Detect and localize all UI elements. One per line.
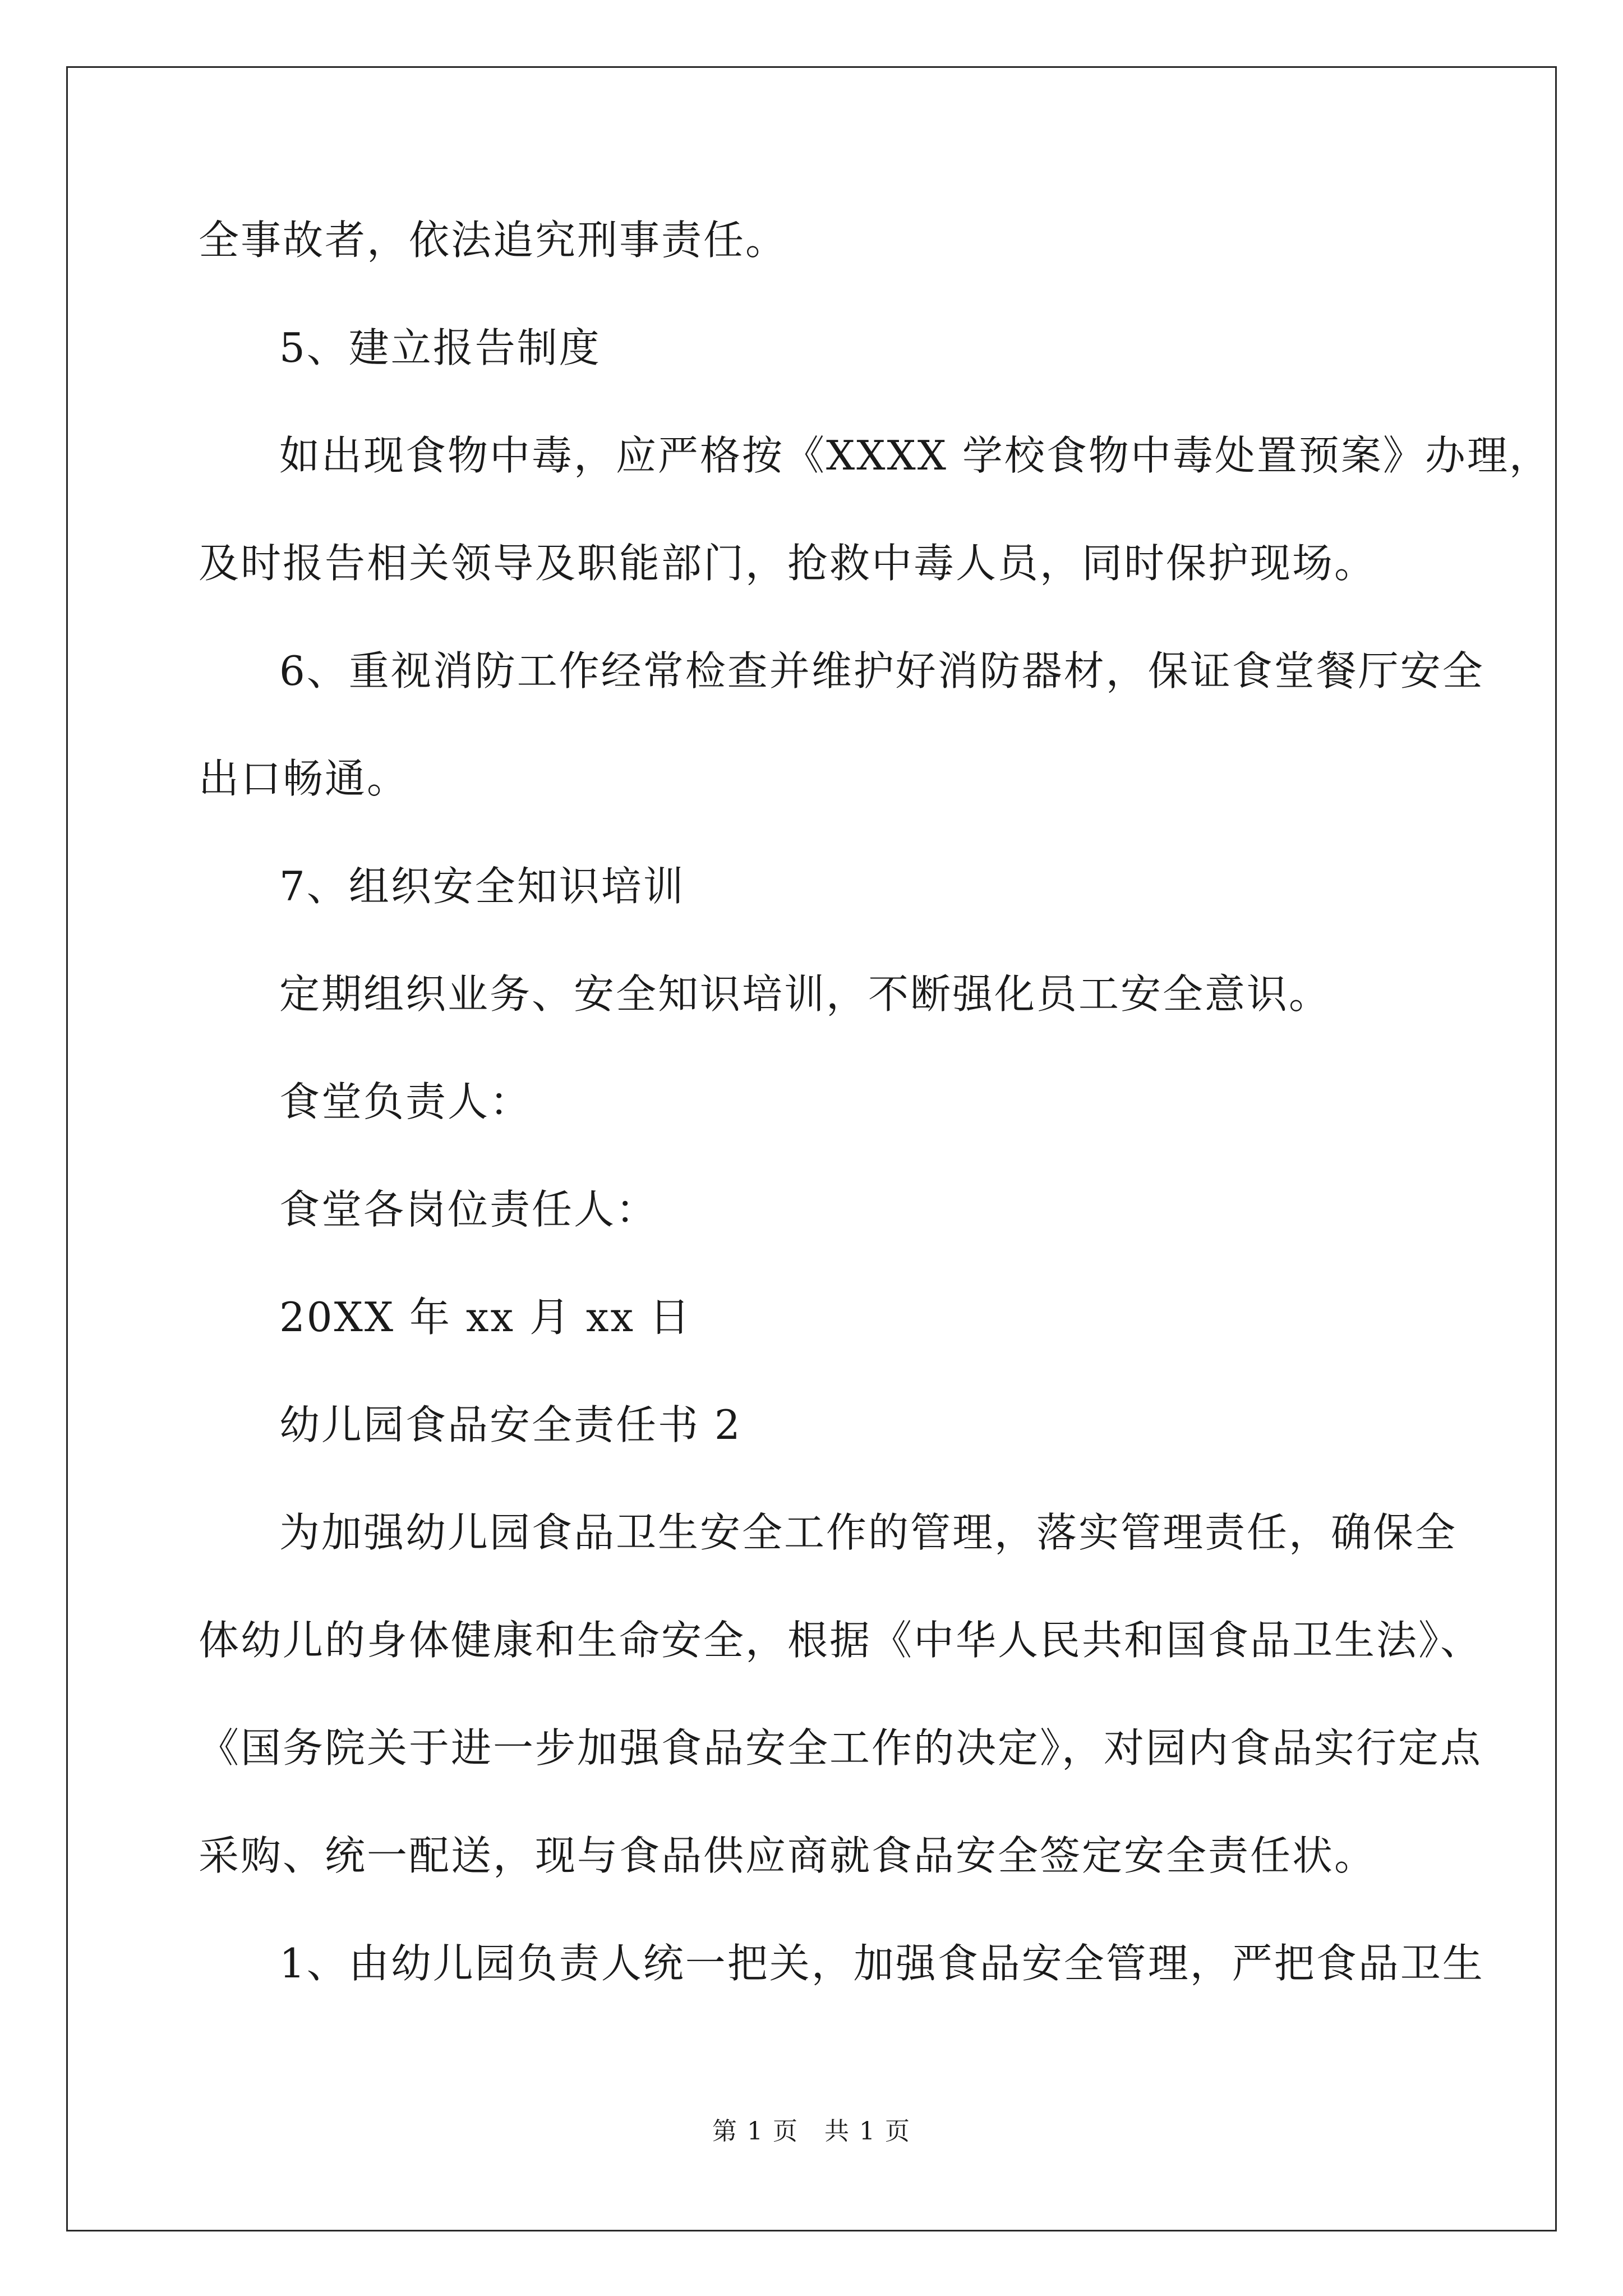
page-border: [66, 66, 1557, 2231]
text-line: 全事故者，依法追究刑事责任。: [199, 217, 788, 264]
section-heading: 5、建立报告制度: [279, 324, 601, 371]
text-line: 定期组织业务、安全知识培训，不断强化员工安全意识。: [279, 970, 1331, 1018]
section-heading: 7、组织安全知识培训: [279, 863, 685, 910]
signature-label: 食堂各岗位责任人：: [279, 1186, 658, 1233]
text-line: 为加强幼儿园食品卫生安全工作的管理，落实管理责任，确保全: [279, 1509, 1458, 1556]
document-title: 幼儿园食品安全责任书 2: [279, 1401, 742, 1448]
text-line: 如出现食物中毒，应严格按《XXXX 学校食物中毒处置预案》办理，: [279, 432, 1551, 479]
text-line: 及时报告相关领导及职能部门，抢救中毒人员，同时保护现场。: [199, 540, 1377, 587]
text-line: 采购、统一配送，现与食品供应商就食品安全签定安全责任状。: [199, 1832, 1377, 1879]
page-number: 第 1 页 共 1 页: [712, 2117, 911, 2146]
text-line: 出口畅通。: [199, 755, 409, 802]
signature-label: 食堂负责人：: [279, 1078, 532, 1125]
text-line: 6、重视消防工作经常检查并维护好消防器材，保证食堂餐厅安全: [279, 647, 1484, 694]
text-line: 体幼儿的身体健康和生命安全，根据《中华人民共和国食品卫生法》、: [199, 1617, 1483, 1664]
date-line: 20XX 年 xx 月 xx 日: [279, 1294, 691, 1341]
text-line: 1、由幼儿园负责人统一把关，加强食品安全管理，严把食品卫生: [279, 1940, 1484, 1987]
text-line: 《国务院关于进一步加强食品安全工作的决定》，对园内食品实行定点: [199, 1724, 1483, 1772]
